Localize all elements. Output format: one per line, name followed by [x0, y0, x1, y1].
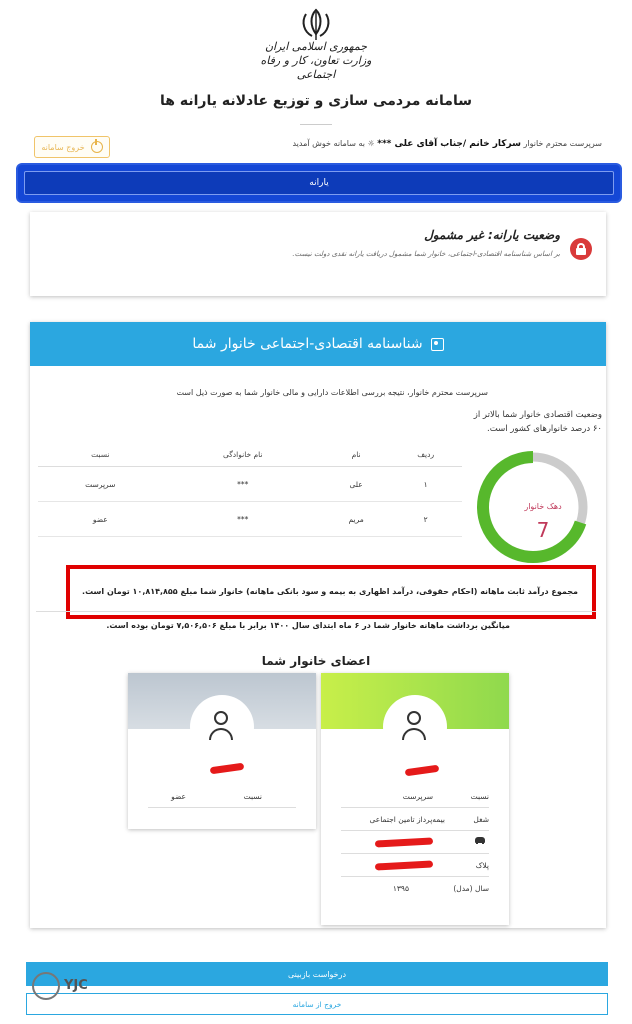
logout-button[interactable] [34, 136, 110, 158]
yjc-watermark [26, 966, 100, 1006]
member-row-value: بیمه‌پرداز تامین اجتماعی [369, 815, 445, 824]
table-cell: مریم [323, 502, 389, 537]
lock-icon [570, 238, 592, 260]
table-header-cell: ردیف [389, 442, 462, 467]
tab-subsidy[interactable] [24, 171, 614, 195]
member-row [148, 785, 296, 808]
income-text: مجموع درآمد ثابت ماهانه (احکام حقوقی، درآمد اظهاری به بیمه و سود بانکی ماهانه) خانوار شما مبلغ ۱۰,۸۱۴,۸۵۵ تومان است. [82, 587, 578, 596]
welcome-text [120, 139, 602, 149]
member-card-member [128, 673, 316, 829]
subsidy-status-card [30, 212, 606, 296]
table-header-cell: نام [323, 442, 389, 467]
power-icon [91, 141, 103, 153]
member-row [341, 877, 489, 899]
exit-button[interactable] [26, 993, 608, 1015]
site-title: سامانه مردمی سازی و توزیع عادلانه یارانه ها [160, 93, 472, 109]
car-icon [475, 837, 485, 843]
member-card-head [321, 673, 509, 925]
member-row-vehicle [341, 831, 489, 854]
profile-header-title: شناسنامه اقتصادی-اجتماعی خانوار شما [192, 336, 423, 352]
family-members-table [38, 442, 462, 537]
subsidy-status-title: وضعیت یارانه: غیر مشمول [424, 228, 560, 242]
avatar [383, 695, 447, 759]
average-withdrawal-text: میانگین برداشت ماهانه خانوار شما در ۶ ماه ابتدای سال ۱۴۰۰ برابر با مبلغ ۷,۵۰۶,۵۰۶ تومان بوده است. [106, 621, 510, 630]
tab-bar [18, 165, 620, 201]
member-row-key: پلاک [475, 861, 489, 870]
economic-status-text: وضعیت اقتصادی خانوار شما بالاتر از ۶۰ درصد خانوارهای کشور است. [473, 410, 602, 434]
user-icon-head [407, 711, 421, 725]
table-header-cell: نسبت [38, 442, 163, 467]
member-row [341, 808, 489, 831]
members-title: اعضای خانوار شما [261, 654, 371, 668]
request-review-label: درخواست بازبینی [287, 969, 347, 979]
section-divider [36, 611, 596, 612]
redacted-name [405, 765, 440, 777]
decile-label: دهک خانوار [524, 502, 562, 511]
id-card-icon [431, 338, 444, 351]
welcome-prefix: سرپرست محترم خانوار [523, 139, 602, 148]
redacted-vehicle [375, 837, 433, 847]
redacted-name [210, 763, 245, 775]
logout-label: خروج سامانه [41, 142, 85, 152]
subsidy-status-description: بر اساس شناسنامه اقتصادی-اجتماعی، خانوار شما مشمول دریافت یارانه نقدی دولت نیست. [292, 250, 560, 258]
welcome-suffix: به سامانه خوش آمدید [292, 139, 365, 148]
decile-value: 7 [536, 518, 550, 542]
exit-label: خروج از سامانه [292, 999, 342, 1009]
member-row-value: عضو [171, 792, 186, 801]
redacted-plate [375, 860, 433, 870]
user-icon-head [214, 711, 228, 725]
table-row [38, 467, 462, 502]
iran-emblem-icon [296, 8, 336, 42]
table-cell: سرپرست [38, 467, 163, 502]
table-cell: ۲ [389, 502, 462, 537]
table-header-cell: نام خانوادگی [163, 442, 323, 467]
member-row-value: سرپرست [402, 792, 433, 801]
request-review-button[interactable] [26, 962, 608, 986]
user-icon-body [209, 728, 233, 740]
table-header-row [38, 442, 462, 467]
member-row-key: نسبت [243, 792, 262, 801]
profile-header [30, 322, 606, 366]
member-row [341, 854, 489, 877]
table-cell: علی [323, 467, 389, 502]
table-cell: ۱ [389, 467, 462, 502]
yjc-watermark-text: YJC [64, 978, 88, 993]
title-divider [300, 124, 332, 125]
ministry-logo-text [240, 40, 392, 82]
welcome-name: سرکار خانم /جناب آقای علی *** [377, 139, 521, 149]
tab-subsidy-label: یارانه [309, 178, 329, 188]
avatar [190, 695, 254, 759]
sun-icon: ☼ [367, 139, 375, 148]
ministry-line-2: وزارت تعاون، کار و رفاه اجتماعی [260, 54, 372, 81]
table-row [38, 502, 462, 537]
member-row-key: نسبت [470, 792, 489, 801]
yjc-logo-icon [32, 972, 60, 1000]
table-cell: عضو [38, 502, 163, 537]
member-row-value: ۱۳۹۵ [392, 884, 409, 893]
member-row-key: شغل [473, 815, 489, 824]
ministry-line-1: جمهوری اسلامی ایران [264, 40, 368, 53]
member-row [341, 785, 489, 808]
table-cell: *** [163, 502, 323, 537]
user-icon-body [402, 728, 426, 740]
table-cell: *** [163, 467, 323, 502]
member-row-key: سال (مدل) [453, 884, 489, 893]
profile-intro: سرپرست محترم خانوار، نتیجه بررسی اطلاعات دارایی و مالی خانوار شما به صورت ذیل است [176, 388, 488, 397]
